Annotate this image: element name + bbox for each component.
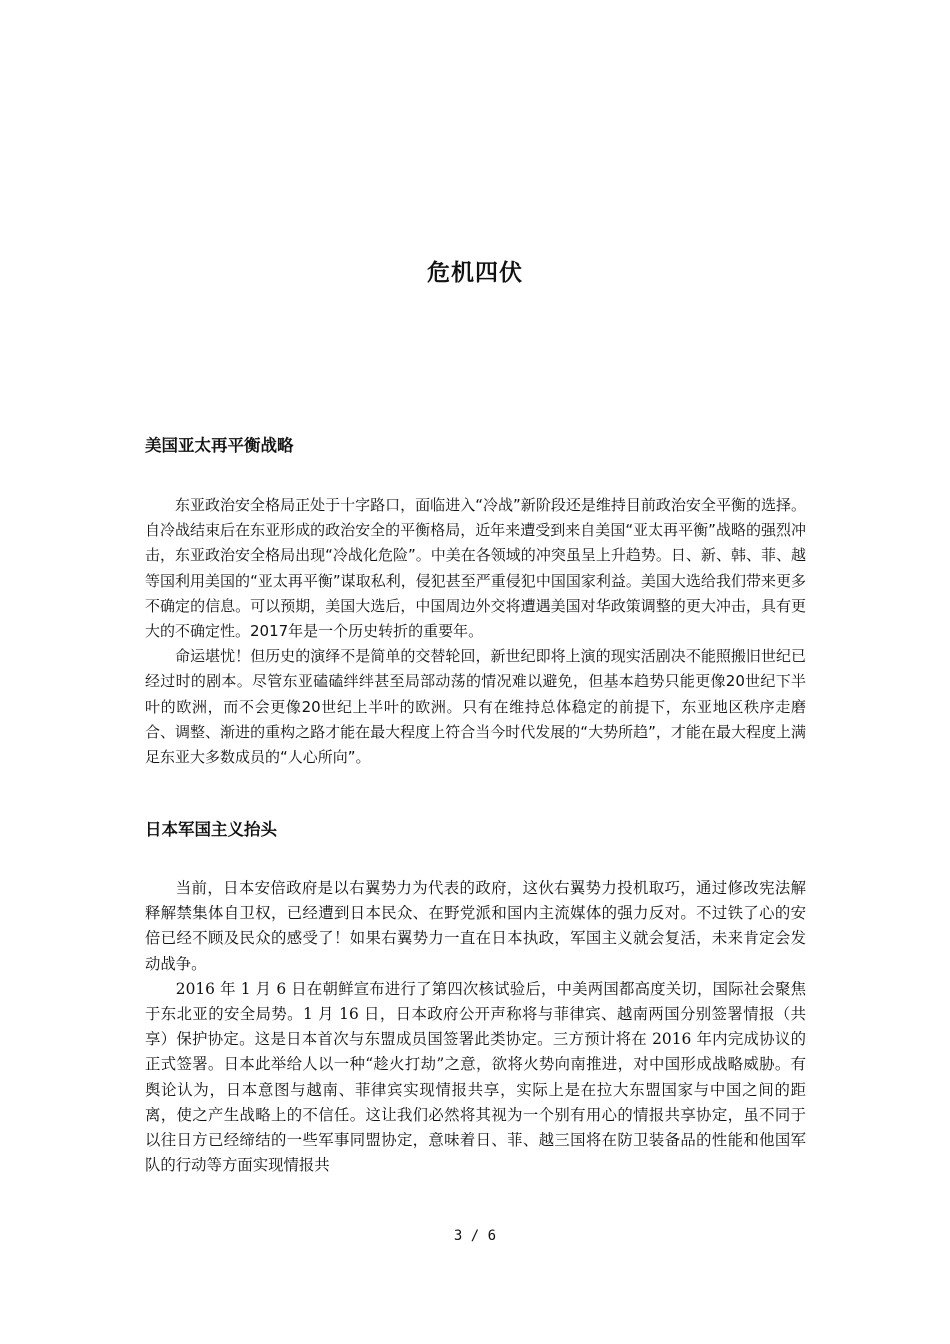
paragraph: 当前，日本安倍政府是以右翼势力为代表的政府，这伙右翼势力投机取巧，通过修改宪法解释解禁集体自卫权，已经遭到日本民众、在野党派和国内主流媒体的强力反对。不过铁了心的安倍已经不顾及民众的感受了！如果右翼势力一直在日本执政，军国主义就会复活，未来肯定会发动战争。: [145, 879, 806, 973]
paragraph: 东亚政治安全格局正处于十字路口，面临进入“冷战”新阶段还是维持目前政治安全平衡的选择。自冷战结束后在东亚形成的政治安全的平衡格局，近年来遭受到来自美国“亚太再平衡”战略的强烈冲击，东亚政治安全格局出现“冷战化危险”。中美在各领域的冲突虽呈上升趋势。日、新、韩、菲、越等国利用美国的“亚太再平衡”谋取私利，侵犯甚至严重侵犯中国国家利益。美国大选给我们带来更多不确定的信息。可以预期，美国大选后，中国周边外交将遭遇美国对华政策调整的更大冲击，具有更大的不确定性。2017年是一个历史转折的重要年。: [145, 496, 806, 641]
paragraph: 命运堪忧！但历史的演绎不是简单的交替轮回，新世纪即将上演的现实活剧决不能照搬旧世纪已经过时的剧本。尽管东亚磕磕绊绊甚至局部动荡的情况难以避免，但基本趋势只能更像20世纪下半叶的欧洲，而不会更像20世纪上半叶的欧洲。只有在维持总体稳定的前提下，东亚地区秩序走磨合、调整、渐进的重构之路才能在最大程度上符合当今时代发展的“大势所趋”，才能在最大程度上满足东亚大多数成员的“人心所向”。: [145, 647, 806, 767]
section-heading-japan-militarism: 日本军国主义抬头: [145, 820, 277, 839]
paragraph: 2016 年 1 月 6 日在朝鲜宣布进行了第四次核试验后，中美两国都高度关切，国际社会聚焦于东北亚的安全局势。1 月 16 日，日本政府公开声称将与菲律宾、越南两国分别签署情报（共享）保护协定。这是日本首次与东盟成员国签署此类协定。三方预计将在 2016 年内完成协议的正式签署。日本此举给人以一种“趁火打劫”之意，欲将火势向南推进，对中国形成战略威胁。有舆论认为，日本意图与越南、菲律宾实现情报共享，实际上是在拉大东盟国家与中国之间的距离，使之产生战略上的不信任。这让我们必然将其视为一个别有用心的情报共享协定，虽不同于以往日方已经缔结的一些军事同盟协定，意味着日、菲、越三国将在防卫装备品的性能和他国军队的行动等方面实现情报共: [145, 979, 806, 1175]
section-body-japan-militarism: [145, 876, 806, 1178]
document-title: 危机四伏: [427, 260, 523, 286]
section-heading-us-rebalance: 美国亚太再平衡战略: [145, 436, 294, 455]
section-body-us-rebalance: [145, 493, 806, 770]
page-number: 3 / 6: [453, 1228, 497, 1244]
